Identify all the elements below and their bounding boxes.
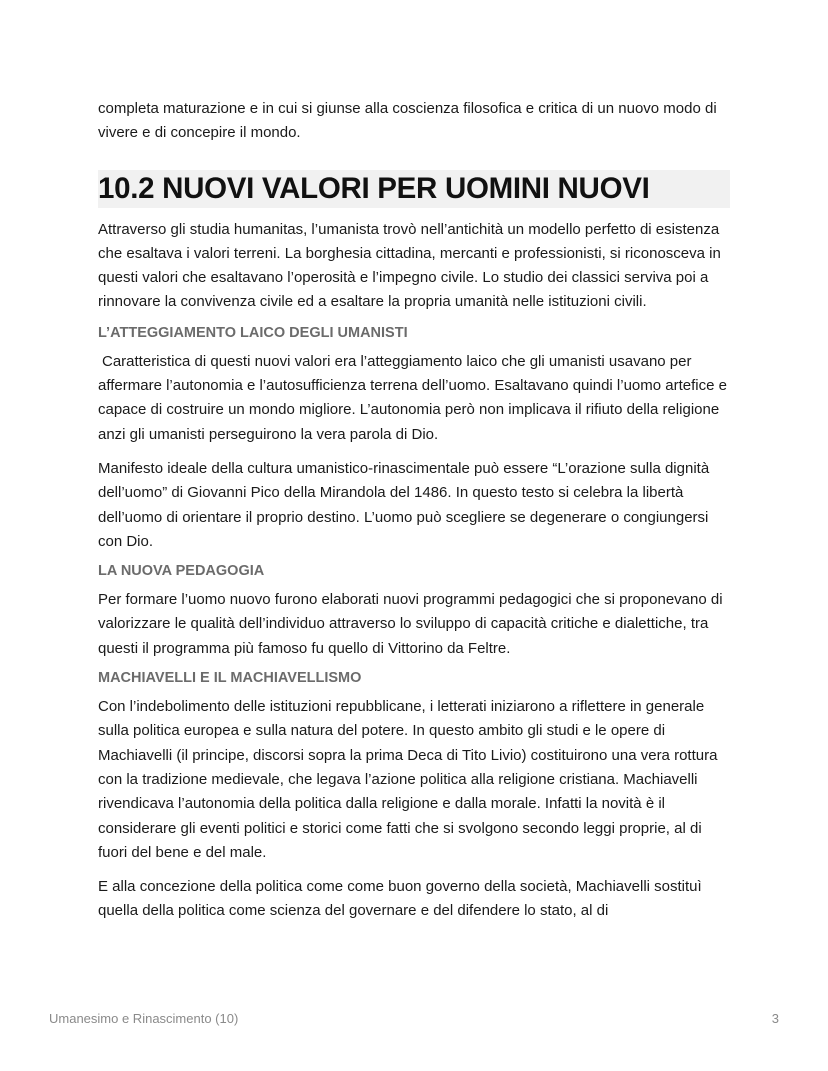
intro-paragraph: completa maturazione e in cui si giunse alla coscienza filosofica e critica di un nuovo modo di vivere e di concepire il mondo. bbox=[98, 100, 717, 142]
paragraph-atteggiamento-1: Caratteristica di questi nuovi valori era l’atteggiamento laico che gli umanisti usavano per affermare l’autonomia e l’autosufficienza terrena dell’uomo. Esaltavano quindi l’uomo artefice e capace di costruire un mondo migliore. L’autonomia però non implicava il rifiuto della religione anzi gli umanisti perseguirono la vera parola di Dio. bbox=[98, 352, 727, 443]
paragraph-machiavelli-1: Con l’indebolimento delle istituzioni repubblicane, i letterati iniziarono a riflettere in generale sulla politica europea e sulla natura del potere. In questo ambito gli studi e le opere di Machiavelli (il principe, discorsi sopra la prima Deca di Tito Livio) costituirono una vera rottura con la tradizione medievale, che legava l’azione politica alla religione cristiana. Machiavelli rivendicava l’autonomia della politica dalla religione e dalla morale. Infatti la novità è il considerare gli eventi politici e storici come fatti che si svolgono secondo leggi proprie, al di fuori del bene e del male. bbox=[98, 698, 718, 861]
footer-doc-title: Umanesimo e Rinascimento (10) bbox=[49, 1011, 239, 1026]
paragraph-pedagogia: Per formare l’uomo nuovo furono elaborati nuovi programmi pedagogici che si proponevano di valorizzare le qualità dell’individuo attraverso lo sviluppo di capacità critiche e dialettiche, tra questi il programma più famoso fu quello di Vittorino da Feltre. bbox=[98, 591, 723, 657]
subheading-atteggiamento-laico: L’ATTEGGIAMENTO LAICO DEGLI UMANISTI bbox=[98, 324, 408, 341]
section-intro-paragraph: Attraverso gli studia humanitas, l’umanista trovò nell’antichità un modello perfetto di esistenza che esaltava i valori terreni. La borghesia cittadina, mercanti e professionisti, si riconosceva in questi valori che esaltavano l’operosità e l’impegno civile. Lo studio dei classici serviva poi a rinnovare la convivenza civile ed a esaltare la propria umanità nelle istituzioni civili. bbox=[98, 220, 721, 311]
paragraph-atteggiamento-2: Manifesto ideale della cultura umanistico-rinascimentale può essere “L’orazione sulla dignità dell’uomo” di Giovanni Pico della Mirandola del 1486. In questo testo si celebra la libertà dell’uomo di orientare il proprio destino. L’uomo può scegliere se degenerare o congiungersi con Dio. bbox=[98, 459, 710, 550]
subheading-nuova-pedagogia: LA NUOVA PEDAGOGIA bbox=[98, 563, 265, 580]
paragraph-machiavelli-2: E alla concezione della politica come come buon governo della società, Machiavelli sostituì quella della politica come scienza del governare e del difendere lo stato, al di bbox=[98, 878, 702, 920]
page-content bbox=[98, 97, 734, 924]
subheading-machiavelli: MACHIAVELLI E IL MACHIAVELLISMO bbox=[98, 670, 362, 687]
footer-page-number: 3 bbox=[771, 1011, 779, 1026]
section-title: 10.2 NUOVI VALORI PER UOMINI NUOVI bbox=[98, 170, 730, 208]
page-footer bbox=[49, 1011, 779, 1026]
